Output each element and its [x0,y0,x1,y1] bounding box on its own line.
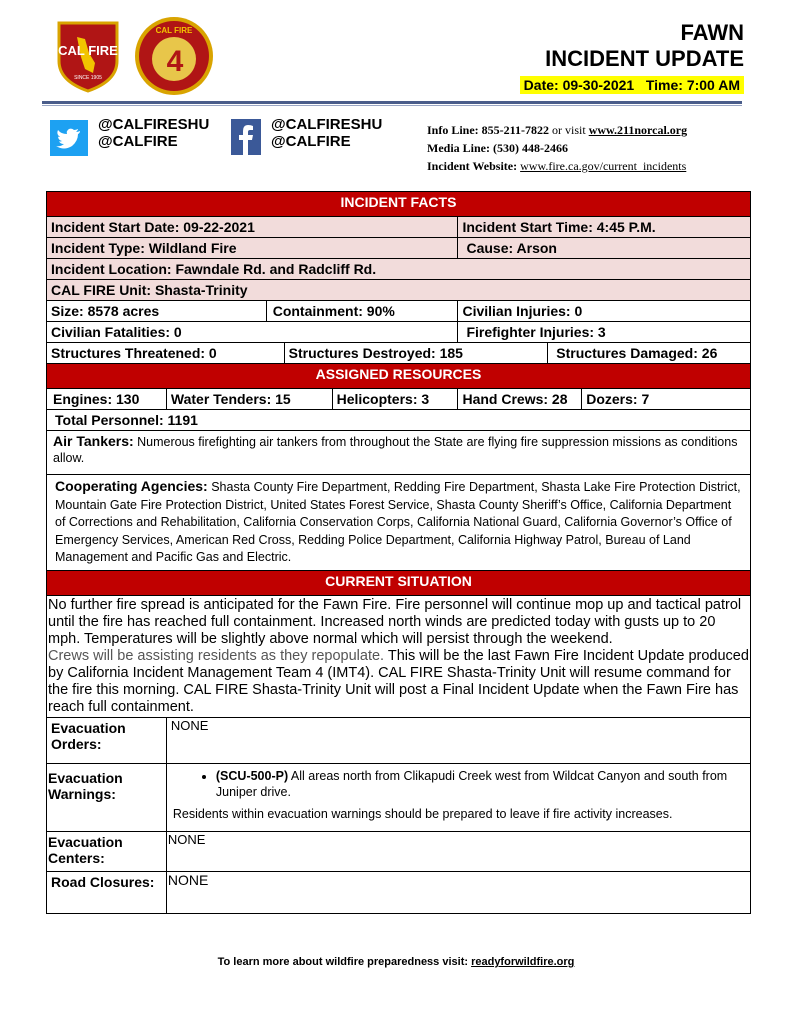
water-tenders: Water Tenders: 15 [166,389,332,410]
twitter-handle-shu[interactable]: @CALFIRESHU [98,116,210,133]
start-date: Incident Start Date: 09-22-2021 [47,217,458,238]
civilian-injuries: Civilian Injuries: 0 [458,301,751,322]
incident-table [46,191,751,914]
incident-type: Incident Type: Wildland Fire [47,238,458,259]
cooperating-agencies: Cooperating Agencies: Shasta County Fire Department, Redding Fire Department, Shasta Lake Fire Protection District, Mountain Gate Fire Protection District, United States Forest Service, Shasta County Sheriff’s Office, California Department of Corrections and Rehabilitation, California Conservation Corps, California National Guard, California Governor’s Office of Emergency Services, American Red Cross, Redding Police Department, California Highway Patrol, Bureau of Land Management and Pacific Gas and Electric. [47,475,751,571]
svg-text:CAL FIRE: CAL FIRE [155,26,193,35]
date-time-line: Date: 09-30-2021 Time: 7:00 AM [520,76,744,94]
incident-location: Incident Location: Fawndale Rd. and Radcliff Rd. [47,259,751,280]
helicopters: Helicopters: 3 [332,389,458,410]
current-situation-text: No further fire spread is anticipated for the Fawn Fire. Fire personnel will continue mop up and tactical patrol until the fire has reached full containment. Increased north winds are predicted today with gusts up to 20 mph. Temperatures will be slightly above normal which will persist through the weekend. Crews will be assisting residents as they repopulate. This will be the last Fawn Fire Incident Update produced by California Incident Management Team 4 (IMT4). CAL FIRE Shasta-Trinity Unit will resume command for the fire this morning. CAL FIRE Shasta-Trinity Unit will post a Final Incident Update when the Fawn Fire has reach full containment. [47,595,751,717]
svg-text:CAL FIRE: CAL FIRE [58,43,118,58]
page-title: INCIDENT UPDATE [545,46,744,71]
cal-fire-unit: CAL FIRE Unit: Shasta-Trinity [47,280,751,301]
containment: Containment: 90% [266,301,458,322]
evacuation-centers-value: NONE [166,831,750,871]
facebook-handle-shu[interactable]: @CALFIRESHU [271,116,383,133]
facebook-handle-calfire[interactable]: @CALFIRE [271,133,351,150]
imt4-seal-logo [133,15,215,97]
incident-website-link[interactable]: www.fire.ca.gov/current_incidents [520,159,687,173]
incident-name: FAWN [680,20,744,45]
dozers: Dozers: 7 [582,389,751,410]
structures-damaged: Structures Damaged: 26 [548,343,751,364]
structures-destroyed: Structures Destroyed: 185 [284,343,548,364]
air-tankers: Air Tankers: Numerous firefighting air tankers from throughout the State are flying fire suppression missions as conditions allow. [47,431,751,475]
svg-text:4: 4 [166,45,184,78]
total-personnel: Total Personnel: 1191 [47,410,751,431]
header-divider [42,101,742,104]
cal-fire-shield-logo [55,17,121,93]
evacuation-warnings-label: Evacuation Warnings: [47,763,167,831]
footer: To learn more about wildfire preparedness visit: readyforwildfire.org [217,956,575,968]
size: Size: 8578 acres [47,301,267,322]
road-closures-value: NONE [166,871,750,913]
info-line-link[interactable]: www.211norcal.org [588,123,688,137]
firefighter-injuries: Firefighter Injuries: 3 [458,322,751,343]
twitter-handle-calfire[interactable]: @CALFIRE [98,133,178,150]
svg-text:SINCE 1905: SINCE 1905 [74,75,102,81]
evacuation-centers-label: Evacuation Centers: [47,831,167,871]
assigned-resources-header: ASSIGNED RESOURCES [47,364,751,389]
engines: Engines: 130 [47,389,167,410]
civilian-fatalities: Civilian Fatalities: 0 [47,322,458,343]
start-time: Incident Start Time: 4:45 P.M. [458,217,751,238]
contact-info: Info Line: 855-211-7822 or visit www.211norcal.org Media Line: (530) 448-2466 Incident Website: www.fire.ca.gov/current_incidents [427,123,688,173]
header-divider-thin [42,105,742,106]
road-closures-label: Road Closures: [47,871,167,913]
readyforwildfire-link[interactable]: readyforwildfire.org [471,956,575,968]
facebook-icon[interactable] [231,119,261,155]
evacuation-orders-label: Evacuation Orders: [47,717,167,763]
current-situation-header: CURRENT SITUATION [47,570,751,595]
hand-crews: Hand Crews: 28 [458,389,582,410]
twitter-icon[interactable] [50,120,88,156]
evacuation-orders-value: NONE [166,717,750,763]
cause: Cause: Arson [458,238,751,259]
incident-facts-header: INCIDENT FACTS [47,192,751,217]
evacuation-warnings-value: • (SCU-500-P) All areas north from Clikapudi Creek west from Wildcat Canyon and south from Juniper drive. Residents within evacuation warnings should be prepared to leave if fire activity increases. [166,763,750,831]
structures-threatened: Structures Threatened: 0 [47,343,285,364]
